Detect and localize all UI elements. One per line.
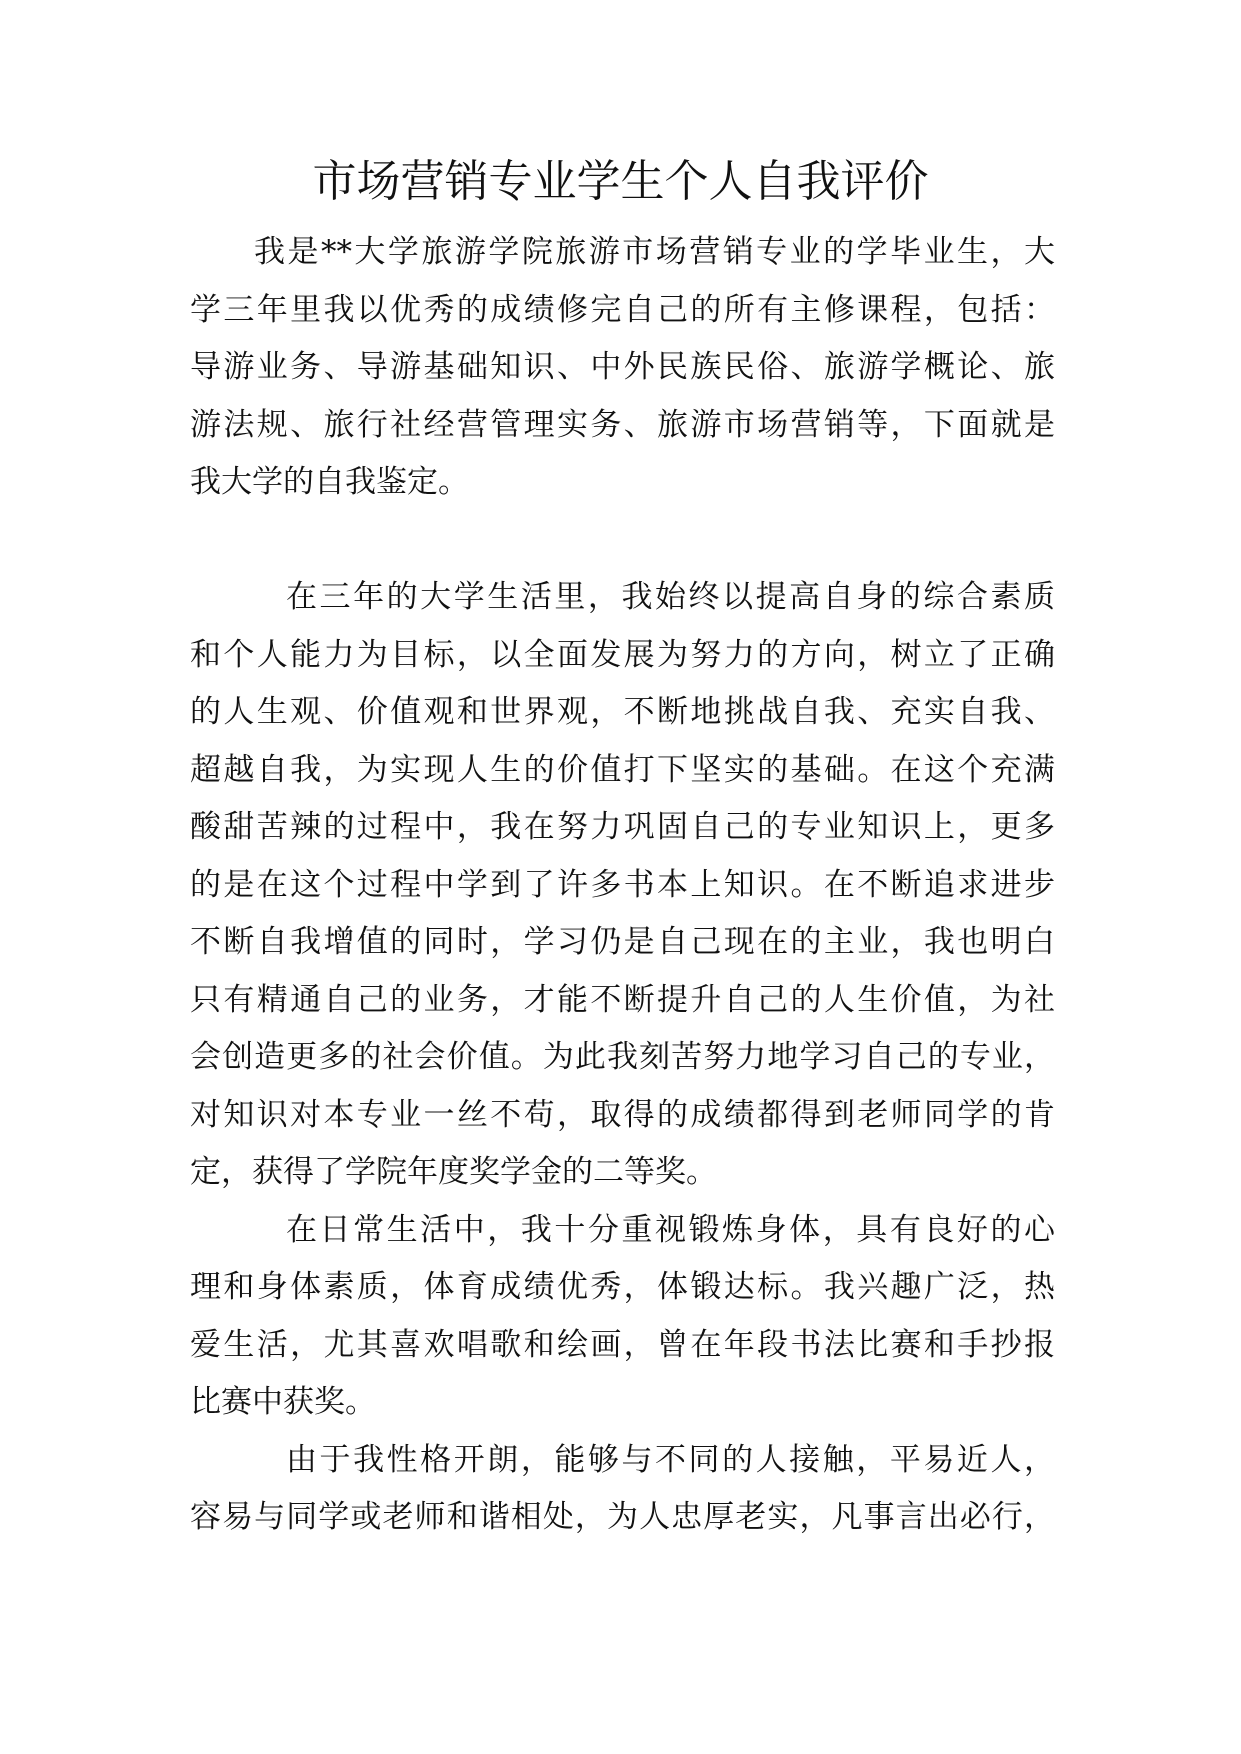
paragraph-line: 游法规、旅行社经营管理实务、旅游市场营销等，下面就是	[190, 406, 1055, 443]
paragraph-line: 由于我性格开朗，能够与不同的人接触，平易近人，	[286, 1441, 1055, 1478]
paragraph-3	[190, 1202, 1055, 1432]
paragraph-line: 在三年的大学生活里，我始终以提高自身的综合素质	[286, 579, 1055, 615]
paragraph-line: 我是**大学旅游学院旅游市场营销专业的学毕业生，大	[254, 234, 1055, 270]
paragraph-line: 不断自我增值的同时，学习仍是自己现在的主业，我也明白	[190, 924, 1055, 960]
paragraph-line: 爱生活，尤其喜欢唱歌和绘画，曾在年段书法比赛和手抄报	[190, 1326, 1055, 1363]
document-body	[190, 224, 1055, 1547]
paragraph-line: 酸甜苦辣的过程中，我在努力巩固自己的专业知识上，更多	[190, 809, 1055, 845]
paragraph-1	[190, 224, 1055, 512]
paragraph-line: 对知识对本专业一丝不苟，取得的成绩都得到老师同学的肯	[190, 1096, 1055, 1133]
paragraph-line: 容易与同学或老师和谐相处，为人忠厚老实，凡事言出必行，	[190, 1499, 1055, 1535]
paragraph-2	[190, 569, 1055, 1202]
paragraph-line: 和个人能力为目标，以全面发展为努力的方向，树立了正确	[190, 636, 1055, 673]
paragraph-line: 会创造更多的社会价值。为此我刻苦努力地学习自己的专业，	[190, 1039, 1055, 1075]
paragraph-4	[190, 1432, 1055, 1547]
paragraph-line: 在日常生活中，我十分重视锻炼身体，具有良好的心	[286, 1211, 1055, 1248]
paragraph-line: 理和身体素质，体育成绩优秀，体锻达标。我兴趣广泛，热	[190, 1269, 1055, 1305]
paragraph-line: 只有精通自己的业务，才能不断提升自己的人生价值，为社	[190, 981, 1055, 1018]
paragraph-line: 比赛中获奖。	[190, 1384, 376, 1420]
paragraph-spacer	[190, 512, 1055, 570]
paragraph-line: 我大学的自我鉴定。	[190, 464, 469, 500]
paragraph-line: 定，获得了学院年度奖学金的二等奖。	[190, 1154, 717, 1190]
document-title: 市场营销专业学生个人自我评价	[312, 156, 929, 207]
paragraph-line: 学三年里我以优秀的成绩修完自己的所有主修课程，包括：	[190, 291, 1055, 328]
paragraph-line: 导游业务、导游基础知识、中外民族民俗、旅游学概论、旅	[190, 349, 1055, 385]
paragraph-line: 的是在这个过程中学到了许多书本上知识。在不断追求进步	[190, 866, 1055, 903]
paragraph-line: 的人生观、价值观和世界观，不断地挑战自我、充实自我、	[190, 694, 1055, 730]
paragraph-line: 超越自我，为实现人生的价值打下坚实的基础。在这个充满	[190, 751, 1055, 788]
